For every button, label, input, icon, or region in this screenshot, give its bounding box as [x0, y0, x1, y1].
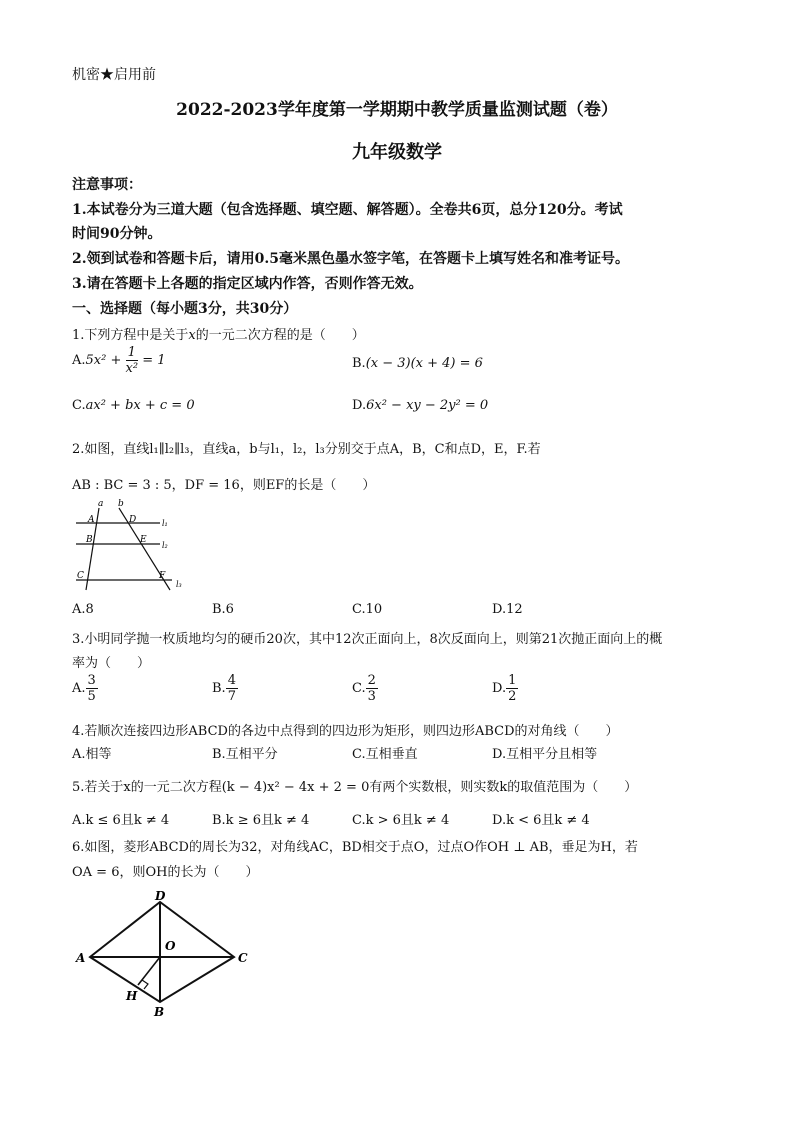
q3-a-fraction: [86, 674, 98, 703]
q5-option-a: A.k ≤ 6且k ≠ 4: [72, 813, 170, 828]
q4-option-b: B.互相平分: [212, 747, 278, 762]
question-4-stem: 4.若顺次连接四边形ABCD的各边中点得到的四边形为矩形，则四边形ABCD的对角线（ ）: [72, 724, 619, 739]
note-1-line-1: 1.本试卷分为三道大题（包含选择题、填空题、解答题）。全卷共6页，总分120分。考试: [72, 202, 623, 218]
question-2-line-2: AB : BC = 3 : 5，DF = 16，则EF的长是（ ）: [72, 478, 376, 493]
fig6-label-O: O: [165, 939, 176, 953]
q4-option-a: A.相等: [72, 747, 112, 762]
note-2: 2.领到试卷和答题卡后，请用0.5毫米黑色墨水签字笔，在答题卡上填写姓名和准考证号。: [72, 251, 629, 267]
note-3: 3.请在答题卡上各题的指定区域内作答，否则作答无效。: [72, 276, 423, 292]
q3-d-prefix: D.: [492, 681, 507, 696]
q1-option-c: [72, 398, 195, 413]
fig2-label-l2: l₂: [162, 541, 168, 550]
notes-heading: 注意事项：: [72, 177, 142, 193]
question-2-line-1: 2.如图，直线l₁∥l₂∥l₃，直线a，b与l₁，l₂，l₃分别交于点A，B，C和点D，E，F.若: [72, 442, 541, 457]
q5-option-b: B.k ≥ 6且k ≠ 4: [212, 813, 310, 828]
q3-d-fraction: [506, 674, 518, 703]
q3-c-den: 3: [367, 689, 376, 704]
q5-option-d: D.k < 6且k ≠ 4: [492, 813, 590, 828]
q2-parallel-lines-figure: [72, 496, 196, 594]
fig2-label-B: B: [86, 535, 93, 545]
fig6-label-C: C: [238, 951, 248, 965]
fig6-label-A: A: [76, 951, 86, 965]
q1-a-expr-a: 5x² +: [85, 353, 126, 368]
q3-b-fraction: [226, 674, 238, 703]
confidential-label: 机密★启用前: [72, 67, 156, 83]
q1-stem-b: 的一元二次方程的是（ ）: [195, 328, 365, 343]
q3-option-a: [72, 674, 98, 703]
q6-rhombus-figure: [72, 890, 257, 1020]
fig2-label-C: C: [77, 571, 84, 581]
fig2-label-l1: l₁: [162, 519, 168, 528]
q5-option-c: C.k > 6且k ≠ 4: [352, 813, 450, 828]
question-3-line-1: 3.小明同学抛一枚质地均匀的硬币20次，其中12次正面向上，8次反面向上，则第21次抛正面向上的概: [72, 632, 663, 647]
question-3-line-2: 率为（ ）: [72, 656, 151, 671]
exam-subtitle: 九年级数学: [352, 142, 442, 163]
q2-option-c: C.10: [352, 602, 383, 617]
q1-option-a: [72, 346, 166, 375]
question-1-stem: [72, 324, 365, 343]
q3-option-d: [492, 674, 518, 703]
q4-option-d: D.互相平分且相等: [492, 747, 598, 762]
q1-b-prefix: B.: [352, 356, 366, 371]
q3-c-prefix: C.: [352, 681, 366, 696]
q1-a-fraction: [126, 346, 139, 375]
q3-b-prefix: B.: [212, 681, 226, 696]
fig2-label-l3: l₃: [176, 580, 182, 589]
fig2-label-b: b: [118, 499, 124, 509]
section-heading: 一、选择题（每小题3分，共30分）: [72, 301, 298, 317]
q3-option-c: [352, 674, 378, 703]
fig2-label-E: E: [140, 535, 147, 545]
exam-title: 2022-2023学年度第一学期期中教学质量监测试题（卷）: [176, 100, 618, 120]
q1-c-prefix: C.: [72, 398, 86, 413]
question-5-stem: 5.若关于x的一元二次方程(k − 4)x² − 4x + 2 = 0有两个实数根，则实数k的取值范围为（ ）: [72, 780, 638, 795]
fig2-label-a: a: [98, 499, 104, 509]
q3-d-den: 2: [508, 689, 517, 704]
q2-option-b: B.6: [212, 602, 234, 617]
q3-option-b: [212, 674, 238, 703]
q3-a-den: 5: [87, 689, 96, 704]
q3-a-num: 3: [87, 673, 96, 688]
q3-c-fraction: [366, 674, 378, 703]
q1-a-den: x²: [125, 361, 139, 376]
fig2-label-A: A: [88, 515, 95, 525]
fig6-label-B: B: [154, 1005, 165, 1019]
q1-d-expr: 6x² − xy − 2y² = 0: [366, 398, 489, 413]
q3-d-num: 1: [508, 673, 517, 688]
q3-a-prefix: A.: [72, 681, 86, 696]
q1-a-num: 1: [126, 346, 139, 361]
fig2-label-F: F: [159, 571, 166, 581]
fig6-label-D: D: [155, 890, 166, 903]
q1-a-prefix: A.: [72, 353, 86, 368]
q1-c-expr: ax² + bx + c = 0: [85, 398, 195, 413]
q1-b-expr: (x − 3)(x + 4) = 6: [365, 356, 483, 371]
q1-option-d: [352, 398, 488, 413]
q2-option-d: D.12: [492, 602, 523, 617]
q1-stem-a: 1.下列方程中是关于: [72, 328, 189, 343]
question-6-line-1: 6.如图，菱形ABCD的周长为32，对角线AC，BD相交于点O，过点O作OH ⊥ AB，垂足为H，若: [72, 840, 638, 855]
q3-b-num: 4: [227, 673, 236, 688]
q1-d-prefix: D.: [352, 398, 367, 413]
question-6-line-2: OA = 6，则OH的长为（ ）: [72, 865, 259, 880]
q2-option-a: A.8: [72, 602, 94, 617]
q1-a-expr-b: = 1: [138, 353, 166, 368]
q4-option-c: C.互相垂直: [352, 747, 418, 762]
fig2-label-D: D: [129, 515, 137, 525]
note-1-line-2: 时间90分钟。: [72, 226, 162, 242]
q3-b-den: 7: [227, 689, 236, 704]
fig6-label-H: H: [126, 989, 138, 1003]
q1-stem-var: x: [188, 328, 196, 343]
q1-option-b: [352, 356, 483, 371]
q3-c-num: 2: [367, 673, 376, 688]
